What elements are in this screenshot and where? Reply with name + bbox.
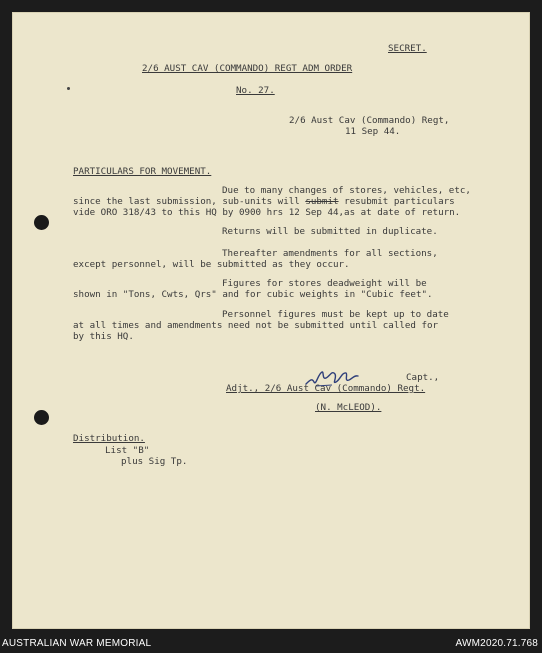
para1-line1: Due to many changes of stores, vehicles, etc, [222, 185, 471, 196]
signatory-title: Adjt., 2/6 Aust Cav (Commando) Regt. [226, 383, 426, 394]
from-unit: 2/6 Aust Cav (Commando) Regt, [289, 115, 450, 126]
ink-dot [67, 87, 70, 90]
para2: Returns will be submitted in duplicate. [222, 226, 438, 237]
order-number: No. 27. [236, 85, 275, 96]
para5-line3: by this HQ. [73, 331, 134, 342]
distribution-item: List "B" [105, 445, 150, 456]
signatory-rank: Capt., [406, 372, 440, 383]
para1-line3: vide ORO 318/43 to this HQ by 0900 hrs 12 Sep 44,as at date of return. [73, 207, 461, 218]
struck-word: submit [305, 196, 339, 207]
punch-hole-top [34, 215, 49, 230]
para4-line2: shown in "Tons, Cwts, Qrs" and for cubic weights in "Cubic feet". [73, 289, 433, 300]
classification-label: SECRET. [388, 43, 427, 54]
punch-hole-bottom [34, 410, 49, 425]
footer-institution: AUSTRALIAN WAR MEMORIAL [2, 638, 152, 649]
section-heading: PARTICULARS FOR MOVEMENT. [73, 166, 212, 177]
para4-line1: Figures for stores deadweight will be [222, 278, 427, 289]
from-date: 11 Sep 44. [345, 126, 401, 137]
footer-accession-number: AWM2020.71.768 [455, 638, 538, 649]
distribution-label: Distribution. [73, 433, 145, 444]
para5-line2: at all times and amendments need not be submitted until called for [73, 320, 439, 331]
order-title: 2/6 AUST CAV (COMMANDO) REGT ADM ORDER [142, 63, 353, 74]
para3-line2: except personnel, will be submitted as they occur. [73, 259, 350, 270]
para5-line1: Personnel figures must be kept up to date [222, 309, 449, 320]
document-page [12, 12, 530, 629]
signatory-name: (N. McLEOD). [315, 402, 382, 413]
distribution-item: plus Sig Tp. [121, 456, 188, 467]
para1-line2: since the last submission, sub-units will submit resubmit particulars [73, 196, 455, 207]
para3-line1: Thereafter amendments for all sections, [222, 248, 438, 259]
